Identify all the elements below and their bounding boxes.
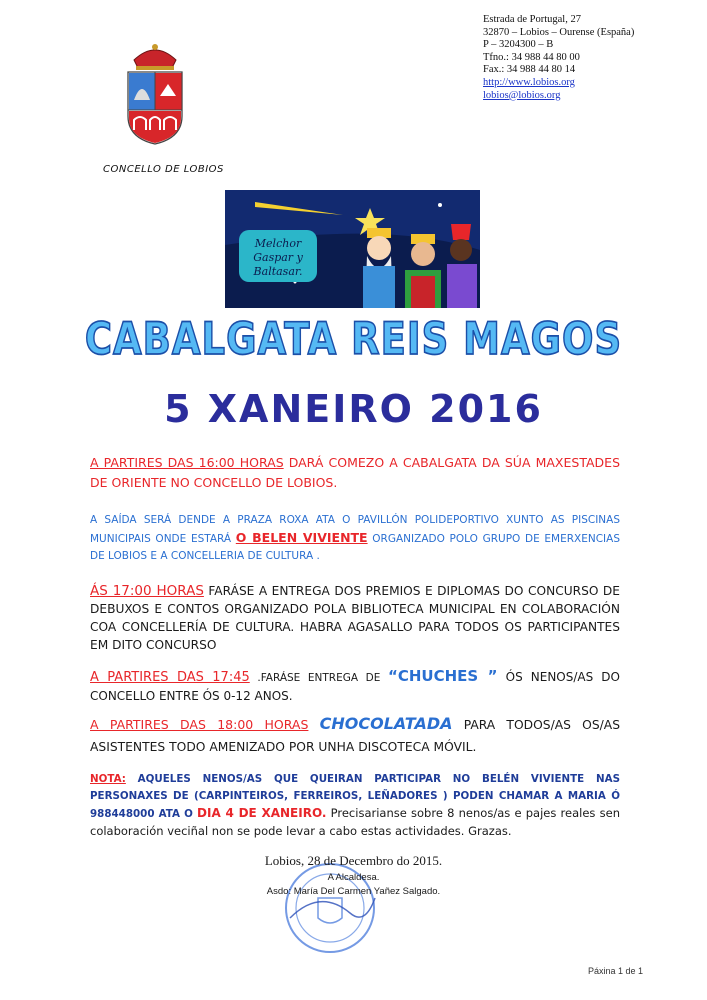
banner-line: Gaspar y: [253, 251, 303, 264]
paragraph-text: DARÁ COMEZO A CABALGATA DA SÚA MAXESTADES DE ORIENTE NO CONCELLO DE LOBIOS.: [90, 455, 620, 490]
email-link[interactable]: lobios@lobios.org: [483, 89, 561, 101]
fax-line: Fax.: 34 988 44 80 14: [483, 64, 576, 76]
paragraph-start: [90, 453, 620, 493]
paragraph-text: FARÁSE A ENTREGA DOS PREMIOS E DIPLOMAS DO CONCURSO DE DEBUXOS E CONTOS ORGANIZADO POLA BIBLIOTECA MUNICIPAL EN COLABORACIÓN COA CONCELLERÍA DE CULTURA. HABRA AGASALLO PARA TODOS OS PARTICIPANTES EM DITO CONCURSO: [90, 584, 620, 652]
website-link[interactable]: http://www.lobios.org: [483, 76, 575, 88]
banner-line: Melchor: [254, 237, 302, 250]
time-highlight: ÁS 17:00 HORAS: [90, 583, 204, 599]
three-kings-banner-image: [225, 190, 480, 308]
address-block: [483, 14, 693, 102]
address-line: Estrada de Portugal, 27: [483, 14, 581, 25]
time-highlight: A PARTIRES DAS 17:45: [90, 670, 250, 685]
signature-name: Asdo: María Del Carmen Yañez Salgado.: [266, 886, 441, 897]
event-date: 5 XANEIRO 2016: [164, 387, 543, 431]
paragraph-route: [90, 512, 620, 565]
signature-place-date: Lobios, 28 de Decembro do 2015.: [264, 853, 443, 868]
paragraph-prizes: [90, 582, 620, 654]
paragraph-text: ÓS NENOS/AS DO CONCELLO ENTRE ÓS 0-12 ANOS.: [90, 670, 620, 703]
note-paragraph: [90, 771, 620, 841]
paragraph-chuches: [90, 667, 620, 705]
address-line: 32870 – Lobios – Ourense (España): [483, 26, 635, 38]
address-line: P – 3204300 – B: [483, 39, 554, 51]
event-title: CABALGATA REIS MAGOS: [84, 313, 623, 365]
organization-name: CONCELLO DE LOBIOS: [103, 164, 224, 175]
note-text: AQUELES NENOS/AS QUE QUEIRAN PARTICIPAR NO BELÉN VIVIENTE NAS PERSONAXES DE (CARPINTEIROS, FERREIROS, LEÑADORES ) PODEN CHAMAR A MARIA Ó 988448000 ATA O: [90, 773, 620, 820]
page-number: Páxina 1 de 1: [588, 966, 644, 976]
time-highlight: A PARTIRES DAS 16:00 HORAS: [90, 455, 284, 470]
coat-of-arms-logo: [120, 38, 190, 148]
chuches-highlight: “CHUCHES ”: [387, 667, 498, 685]
signature-role: A Alcaldesa.: [327, 872, 380, 883]
note-deadline: DIA 4 DE XANEIRO.: [197, 806, 327, 820]
paragraph-text: .FARÁSE ENTREGA DE: [249, 672, 388, 684]
banner-line: Baltasar.: [253, 265, 303, 278]
paragraph-text: A SAÍDA SERÁ DENDE A PRAZA ROXA ATA O PAVILLÓN POLIDEPORTIVO XUNTO AS PISCINAS MUNICIPAIS ONDE ESTARÁ: [90, 514, 620, 545]
belen-highlight: O BELEN VIVIENTE: [235, 530, 368, 545]
note-text: Precisarianse sobre 8 nenos/as e pajes reales sen colaboración veciñal non se pode levar a cabo estas actividades. Grazas.: [90, 806, 620, 838]
paragraph-text: ORGANIZADO POLO GRUPO DE EMERXENCIAS DE LOBIOS E A CONCELLERIA DE CULTURA .: [90, 533, 620, 562]
chocolatada-highlight: CHOCOLATADA: [319, 714, 453, 733]
paragraph-text: PARA TODOS/AS OS/AS ASISTENTES TODO AMENIZADO POR UNHA DISCOTECA MÓVIL.: [90, 718, 621, 754]
note-label: NOTA:: [90, 773, 126, 785]
paragraph-chocolatada: [90, 713, 620, 758]
phone-line: Tfno.: 34 988 44 80 00: [483, 51, 580, 63]
time-highlight: A PARTIRES DAS 18:00 HORAS: [90, 717, 309, 732]
